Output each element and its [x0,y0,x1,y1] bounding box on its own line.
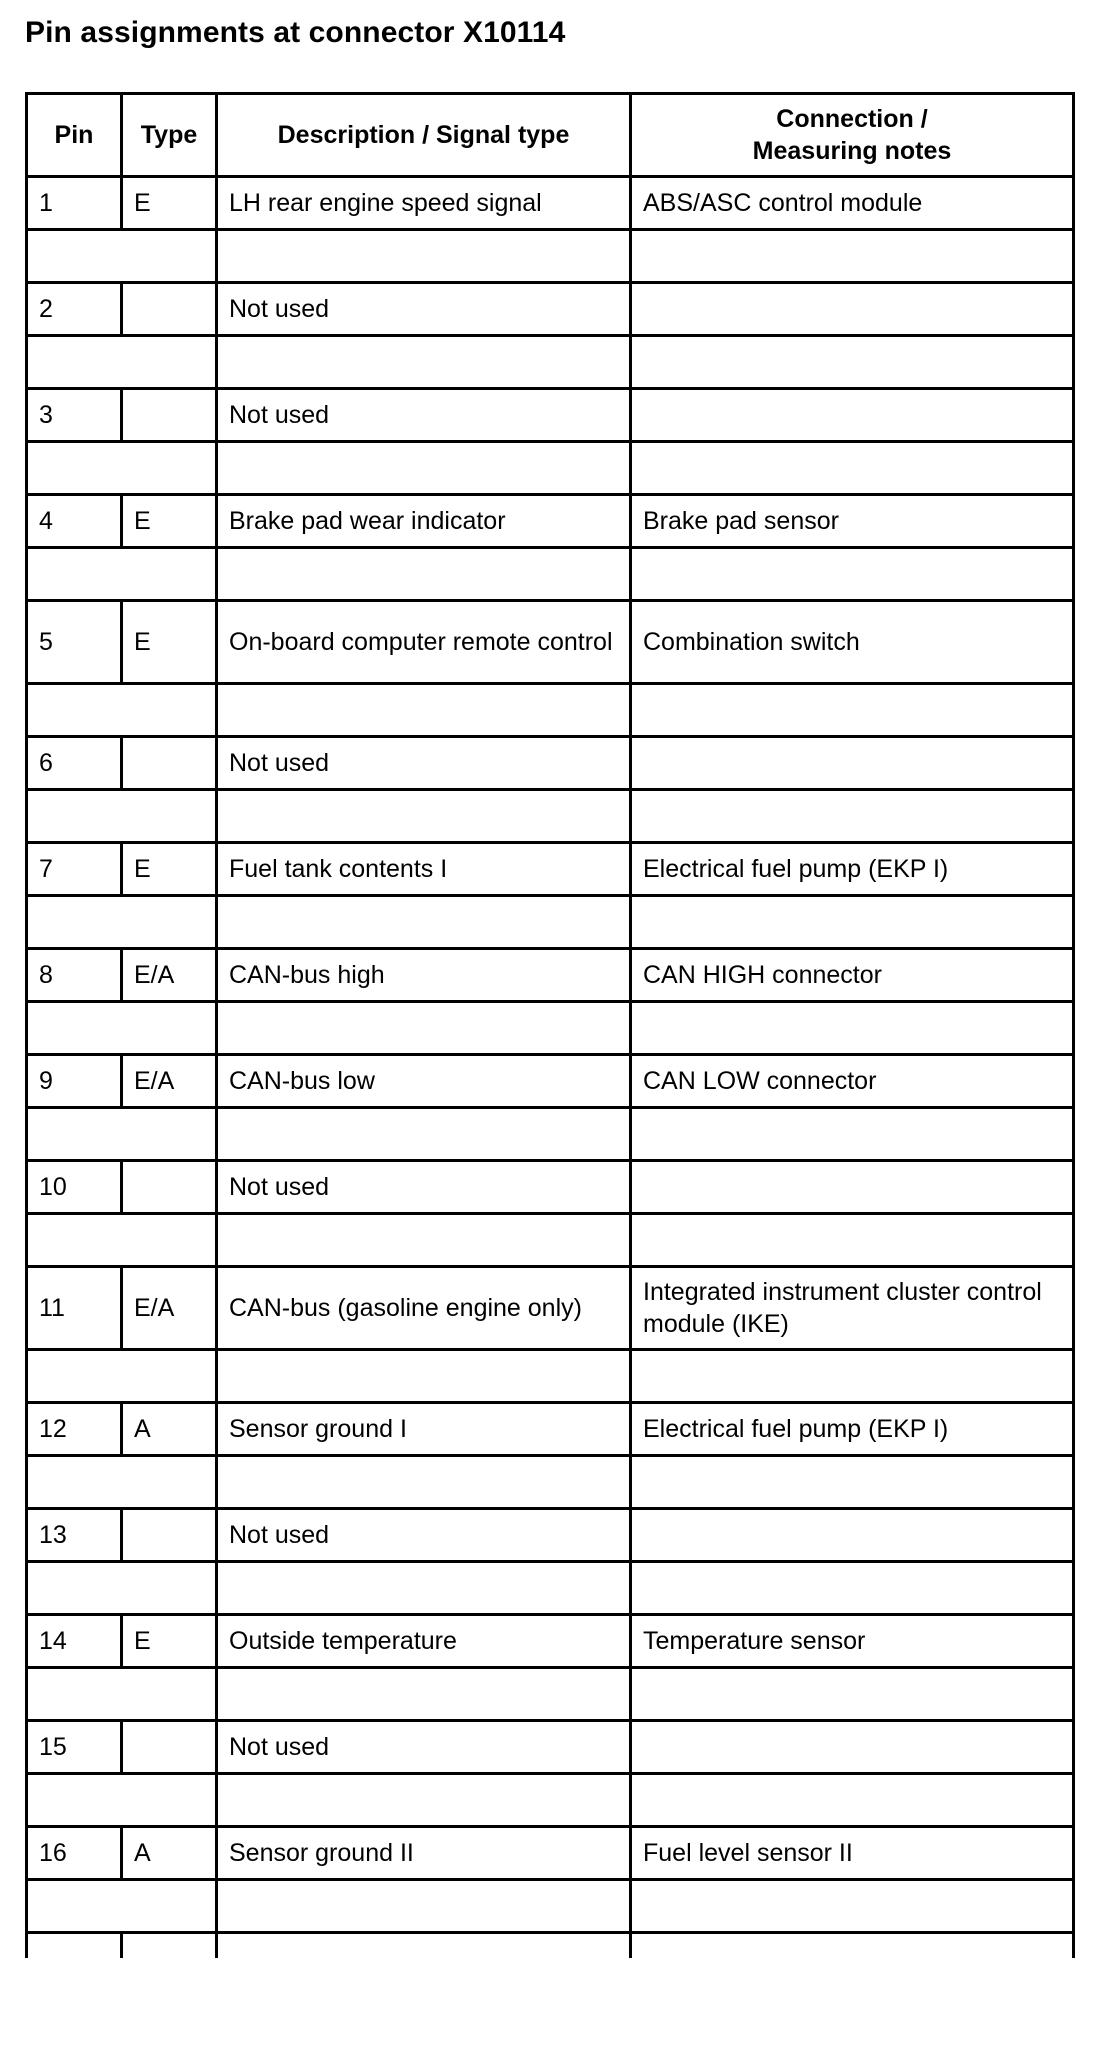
table-row [27,601,1074,684]
header-row [27,94,1074,177]
type-cell: E/A [122,949,217,1002]
pin-cell: 4 [27,495,122,548]
connection-cell: CAN LOW connector [631,1055,1074,1108]
spacer-cell [27,1350,217,1403]
connection-cell: Electrical fuel pump (EKP I) [631,1403,1074,1456]
spacer-cell [27,336,217,389]
spacer-row [27,896,1074,949]
table-row [27,1721,1074,1774]
spacer-cell [217,1456,631,1509]
spacer-cell [27,1562,217,1615]
table-row [27,495,1074,548]
header-pin: Pin [27,94,122,177]
table-row [27,949,1074,1002]
connection-cell: Temperature sensor [631,1615,1074,1668]
header-connection [631,94,1074,177]
table-row [27,1403,1074,1456]
connection-cell [631,1721,1074,1774]
spacer-row [27,790,1074,843]
description-cell: CAN-bus low [217,1055,631,1108]
pin-cell: 16 [27,1827,122,1880]
spacer-row [27,1002,1074,1055]
pin-cell: 11 [27,1267,122,1350]
connection-cell [631,737,1074,790]
connection-cell [631,283,1074,336]
spacer-cell [27,1456,217,1509]
pin-assignment-table [25,92,1075,1958]
spacer-cell [217,896,631,949]
spacer-cell [217,548,631,601]
pin-cell: 2 [27,283,122,336]
description-cell: Not used [217,1161,631,1214]
type-cell: E [122,843,217,896]
description-cell: Not used [217,1509,631,1562]
spacer-row [27,442,1074,495]
spacer-cell [217,1002,631,1055]
spacer-cell [631,1668,1074,1721]
spacer-row [27,230,1074,283]
pin-cell: 3 [27,389,122,442]
spacer-cell [631,1002,1074,1055]
spacer-row [27,336,1074,389]
spacer-cell [631,684,1074,737]
description-cell: Fuel tank contents I [217,843,631,896]
type-cell [122,1933,217,1959]
pin-cell: 6 [27,737,122,790]
type-cell [122,737,217,790]
spacer-cell [217,790,631,843]
type-cell [122,1509,217,1562]
connection-cell: Brake pad sensor [631,495,1074,548]
table-row [27,389,1074,442]
connection-cell: ABS/ASC control module [631,177,1074,230]
table-row [27,1827,1074,1880]
spacer-row [27,1214,1074,1267]
table-row-cut-off [27,1933,1074,1959]
connection-cell: Fuel level sensor II [631,1827,1074,1880]
spacer-cell [631,1214,1074,1267]
type-cell: E/A [122,1055,217,1108]
spacer-cell [217,1562,631,1615]
spacer-cell [631,336,1074,389]
type-cell: A [122,1403,217,1456]
type-cell [122,1721,217,1774]
connection-cell [631,1933,1074,1959]
spacer-row [27,684,1074,737]
spacer-cell [27,1668,217,1721]
type-cell: E/A [122,1267,217,1350]
spacer-cell [27,1880,217,1933]
description-cell: LH rear engine speed signal [217,177,631,230]
description-cell: Not used [217,283,631,336]
connection-cell: Electrical fuel pump (EKP I) [631,843,1074,896]
table-row [27,737,1074,790]
table-row [27,1055,1074,1108]
description-cell: CAN-bus high [217,949,631,1002]
spacer-cell [27,1002,217,1055]
table-body [27,177,1074,1959]
connection-cell: Combination switch [631,601,1074,684]
table-row [27,1161,1074,1214]
pin-cell: 14 [27,1615,122,1668]
pin-cell: 5 [27,601,122,684]
table-header [27,94,1074,177]
spacer-cell [27,548,217,601]
spacer-cell [217,1214,631,1267]
type-cell [122,389,217,442]
description-cell: CAN-bus (gasoline engine only) [217,1267,631,1350]
spacer-cell [217,230,631,283]
type-cell: E [122,601,217,684]
spacer-cell [217,1774,631,1827]
spacer-cell [631,230,1074,283]
description-cell: Sensor ground II [217,1827,631,1880]
description-cell: Not used [217,737,631,790]
spacer-cell [27,684,217,737]
page-title: Pin assignments at connector X10114 [25,16,566,49]
pin-cell: 15 [27,1721,122,1774]
header-connection-line1: Connection / [776,105,928,133]
spacer-cell [27,1774,217,1827]
spacer-cell [631,442,1074,495]
description-cell: Not used [217,389,631,442]
spacer-row [27,1774,1074,1827]
type-cell: E [122,1615,217,1668]
pin-cell: 9 [27,1055,122,1108]
spacer-cell [217,1880,631,1933]
table-row [27,283,1074,336]
header-connection-line2: Measuring notes [752,137,952,165]
spacer-cell [217,336,631,389]
pin-cell: 13 [27,1509,122,1562]
spacer-cell [217,442,631,495]
spacer-cell [631,1562,1074,1615]
spacer-cell [27,230,217,283]
header-description: Description / Signal type [217,94,631,177]
table-row [27,1509,1074,1562]
spacer-cell [631,1774,1074,1827]
spacer-row [27,1108,1074,1161]
spacer-cell [631,548,1074,601]
pin-cell: 1 [27,177,122,230]
description-cell: Not used [217,1721,631,1774]
description-cell: Brake pad wear indicator [217,495,631,548]
spacer-row [27,1880,1074,1933]
spacer-cell [27,790,217,843]
spacer-cell [217,1350,631,1403]
spacer-cell [631,1456,1074,1509]
spacer-row [27,1456,1074,1509]
table-row [27,177,1074,230]
spacer-cell [631,790,1074,843]
type-cell: A [122,1827,217,1880]
table-row [27,1267,1074,1350]
spacer-cell [217,1668,631,1721]
spacer-cell [631,896,1074,949]
type-cell [122,1161,217,1214]
type-cell [122,283,217,336]
description-cell: On-board computer remote control [217,601,631,684]
connection-cell: Integrated instrument cluster control module (IKE) [631,1267,1074,1350]
spacer-row [27,1350,1074,1403]
connection-cell [631,1161,1074,1214]
spacer-cell [27,1214,217,1267]
spacer-row [27,1668,1074,1721]
table-row [27,843,1074,896]
spacer-cell [27,442,217,495]
spacer-row [27,1562,1074,1615]
description-cell: Outside temperature [217,1615,631,1668]
spacer-cell [631,1880,1074,1933]
spacer-cell [631,1350,1074,1403]
type-cell: E [122,177,217,230]
connection-cell [631,1509,1074,1562]
description-cell [217,1933,631,1959]
pin-cell: 8 [27,949,122,1002]
description-cell: Sensor ground I [217,1403,631,1456]
connection-cell [631,389,1074,442]
pin-cell: 7 [27,843,122,896]
pin-cell: 12 [27,1403,122,1456]
spacer-cell [217,684,631,737]
spacer-cell [27,1108,217,1161]
pin-cell [27,1933,122,1959]
table-row [27,1615,1074,1668]
pin-cell: 10 [27,1161,122,1214]
connection-cell: CAN HIGH connector [631,949,1074,1002]
spacer-cell [631,1108,1074,1161]
header-type: Type [122,94,217,177]
type-cell: E [122,495,217,548]
spacer-row [27,548,1074,601]
spacer-cell [27,896,217,949]
spacer-cell [217,1108,631,1161]
